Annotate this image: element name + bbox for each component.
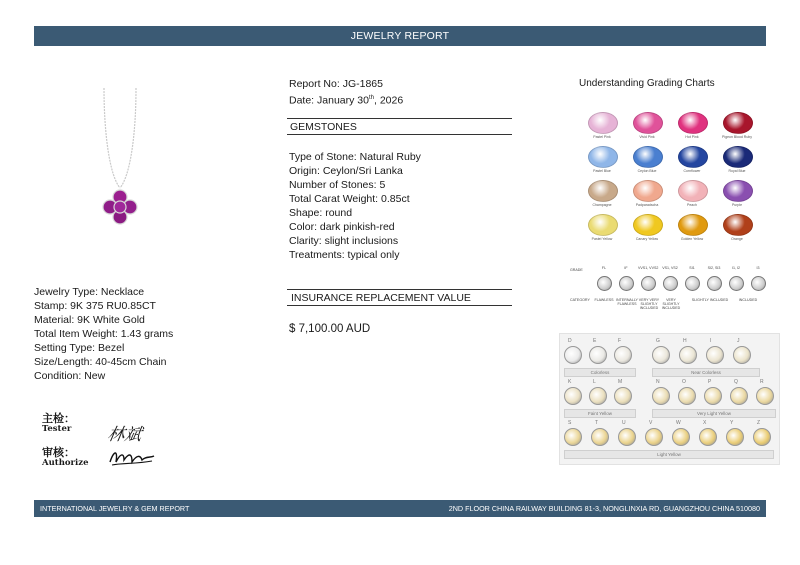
clarity-diamond	[707, 276, 722, 291]
clarity-grade-label: GRADE	[570, 268, 583, 272]
gemstone-carat: Total Carat Weight: 0.85ct	[289, 193, 410, 205]
color-grade-letter: S	[568, 420, 572, 426]
color-grade-letter: K	[568, 379, 572, 385]
insurance-value: $ 7,100.00 AUD	[289, 323, 371, 335]
clarity-diamond	[597, 276, 612, 291]
authorize-signature	[106, 446, 158, 468]
color-grade-letter: R	[760, 379, 764, 385]
gemstones-rule-bottom	[287, 134, 512, 135]
color-grade-letter: Y	[730, 420, 734, 426]
clarity-grade: FL	[601, 266, 607, 270]
authorize-label-cn: 审核：	[42, 446, 75, 459]
clarity-category: INCLUDED	[738, 298, 758, 302]
color-grade-letter: M	[618, 379, 623, 385]
clarity-category: SLIGHTLY INCLUDED	[691, 298, 729, 302]
color-diamond	[564, 428, 582, 446]
color-grade-letter: E	[593, 338, 597, 344]
color-grade-letter: Z	[757, 420, 761, 426]
gemstone-origin: Origin: Ceylon/Sri Lanka	[289, 165, 403, 177]
clarity-category: VERY VERY SLIGHTLY INCLUDED	[638, 298, 660, 311]
color-diamond	[618, 428, 636, 446]
jewelry-stamp: Stamp: 9K 375 RU0.85CT	[34, 300, 156, 312]
sapphire-swatch-label: Purple	[731, 203, 743, 207]
gemstone-shape: Shape: round	[289, 207, 353, 219]
necklace-image	[90, 86, 150, 236]
sapphire-swatch	[633, 112, 663, 134]
clarity-category: INTERNALLY FLAWLESS	[616, 298, 638, 307]
jewelry-type: Jewelry Type: Necklace	[34, 286, 145, 298]
color-group-label: Faint Yellow	[564, 409, 636, 418]
color-grade-letter: F	[618, 338, 622, 344]
color-diamond	[753, 428, 771, 446]
color-diamond	[589, 346, 607, 364]
ruby-pendant	[103, 190, 137, 224]
jewelry-size: Size/Length: 40-45cm Chain	[34, 356, 167, 368]
color-grade-letter: D	[568, 338, 572, 344]
sapphire-swatch	[678, 180, 708, 202]
color-grade-letter: W	[676, 420, 681, 426]
sapphire-swatch	[723, 180, 753, 202]
clarity-grade: IF	[624, 266, 628, 270]
diamond-color-chart	[559, 333, 780, 465]
clarity-grade: I3	[756, 266, 760, 270]
report-number: Report No: JG-1865	[289, 78, 383, 90]
report-date-sup: th	[368, 95, 374, 101]
sapphire-swatch	[588, 146, 618, 168]
color-diamond	[704, 387, 722, 405]
tester-label-cn: 主检：	[42, 412, 75, 425]
color-diamond	[652, 387, 670, 405]
sapphire-swatch	[678, 146, 708, 168]
sapphire-swatch-label: Vivid Pink	[639, 135, 655, 139]
gemstone-treatments: Treatments: typical only	[289, 249, 400, 261]
color-diamond	[564, 346, 582, 364]
color-group-label: Very Light Yellow	[652, 409, 776, 418]
color-diamond	[589, 387, 607, 405]
signature-block	[40, 408, 165, 470]
report-date-year: , 2026	[373, 94, 404, 107]
jewelry-material: Material: 9K White Gold	[34, 314, 145, 326]
color-diamond	[614, 346, 632, 364]
sapphire-swatch-label: Ceylon Blue	[637, 169, 657, 173]
sapphire-swatch-label: Royal Blue	[728, 169, 746, 173]
color-grade-letter: L	[593, 379, 596, 385]
authorize-label-en: Authorize	[42, 458, 89, 468]
clarity-grade: SI2, SI3	[707, 266, 721, 270]
sapphire-swatch-label: Peach	[687, 203, 697, 207]
clarity-diamond	[729, 276, 744, 291]
color-diamond	[678, 387, 696, 405]
sapphire-swatch	[588, 112, 618, 134]
insurance-rule-top	[287, 289, 512, 290]
tester-signature: 林斌	[105, 425, 144, 445]
color-diamond	[614, 387, 632, 405]
color-group-label: Colorless	[564, 368, 636, 377]
sapphire-swatch-label: Hot Pink	[685, 135, 699, 139]
color-grade-letter: N	[656, 379, 660, 385]
gemstones-rule-top	[287, 118, 512, 119]
sapphire-swatch-label: Golden Yellow	[680, 237, 704, 241]
color-diamond	[726, 428, 744, 446]
sapphire-swatch-label: Pigeon Blood Ruby	[722, 135, 752, 139]
color-diamond	[733, 346, 751, 364]
color-diamond	[645, 428, 663, 446]
sapphire-swatch	[588, 214, 618, 236]
color-grade-letter: G	[656, 338, 660, 344]
color-grade-letter: X	[703, 420, 707, 426]
gemstone-clarity: Clarity: slight inclusions	[289, 235, 399, 247]
sapphire-swatch	[723, 214, 753, 236]
color-grade-letter: U	[622, 420, 626, 426]
clarity-grade: I1, I2	[732, 266, 740, 270]
sapphire-swatch-label: Cornflower	[683, 169, 701, 173]
clarity-grade: VS1, VS2	[662, 266, 678, 270]
sapphire-swatch	[588, 180, 618, 202]
color-diamond	[699, 428, 717, 446]
gemstone-type: Type of Stone: Natural Ruby	[289, 151, 421, 163]
jewelry-condition: Condition: New	[34, 370, 106, 382]
clarity-category-label: CATEGORY	[570, 298, 590, 302]
sapphire-swatch	[633, 214, 663, 236]
color-diamond	[652, 346, 670, 364]
clarity-diamond	[685, 276, 700, 291]
clarity-category: FLAWLESS	[594, 298, 614, 302]
sapphire-swatch	[678, 112, 708, 134]
color-diamond	[672, 428, 690, 446]
color-diamond	[706, 346, 724, 364]
color-grade-letter: O	[682, 379, 686, 385]
clarity-chart	[570, 264, 766, 314]
gemstone-count: Number of Stones: 5	[289, 179, 386, 191]
clarity-diamond	[641, 276, 656, 291]
clarity-grade: VVS1, VVS2	[638, 266, 659, 270]
sapphire-swatch	[633, 146, 663, 168]
color-grade-letter: J	[737, 338, 740, 344]
insurance-heading: INSURANCE REPLACEMENT VALUE	[291, 292, 471, 304]
color-grade-letter: I	[710, 338, 712, 344]
sapphire-swatch-label: Pastel Yellow	[591, 237, 613, 241]
grading-title: Understanding Grading Charts	[579, 78, 715, 89]
color-grade-letter: V	[649, 420, 653, 426]
gemstones-heading: GEMSTONES	[290, 121, 357, 133]
insurance-rule-bottom	[287, 305, 512, 306]
sapphire-swatch	[723, 146, 753, 168]
color-diamond	[564, 387, 582, 405]
sapphire-color-chart	[582, 112, 762, 252]
color-grade-letter: T	[595, 420, 599, 426]
clarity-category: VERY SLIGHTLY INCLUDED	[661, 298, 681, 311]
color-diamond	[756, 387, 774, 405]
sapphire-swatch	[723, 112, 753, 134]
clarity-diamond	[619, 276, 634, 291]
sapphire-swatch-label: Champagne	[592, 203, 612, 207]
sapphire-swatch	[633, 180, 663, 202]
sapphire-swatch-label: Canary Yellow	[635, 237, 659, 241]
clarity-grade: SI1	[689, 266, 695, 270]
clarity-diamond	[751, 276, 766, 291]
color-diamond	[591, 428, 609, 446]
color-grade-letter: H	[683, 338, 687, 344]
color-grade-letter: Q	[734, 379, 738, 385]
clarity-diamond	[663, 276, 678, 291]
sapphire-swatch	[678, 214, 708, 236]
sapphire-swatch-label: Pastel Blue	[593, 169, 611, 173]
jewelry-setting: Setting Type: Bezel	[34, 342, 125, 354]
color-diamond	[679, 346, 697, 364]
sapphire-swatch-label: Orange	[731, 237, 743, 241]
gemstone-color: Color: dark pinkish-red	[289, 221, 395, 233]
color-diamond	[730, 387, 748, 405]
sapphire-swatch-label: Padparadscha	[635, 203, 659, 207]
report-date	[289, 91, 403, 108]
color-group-label: Light Yellow	[564, 450, 774, 459]
report-footer	[34, 500, 766, 517]
report-date-main: Date: January 30	[289, 94, 369, 107]
sapphire-swatch-label: Pastel Pink	[593, 135, 611, 139]
color-group-label: Near Colorless	[652, 368, 760, 377]
jewelry-weight: Total Item Weight: 1.43 grams	[34, 328, 174, 340]
report-header	[34, 26, 766, 46]
report-title: JEWELRY REPORT	[350, 30, 450, 42]
tester-label-en: Tester	[42, 424, 72, 434]
footer-org: INTERNATIONAL JEWELRY & GEM REPORT	[40, 504, 190, 513]
color-grade-letter: P	[708, 379, 712, 385]
footer-address: 2ND FLOOR CHINA RAILWAY BUILDING 81-3, NONGLINXIA RD, GUANGZHOU CHINA 510080	[448, 504, 760, 513]
